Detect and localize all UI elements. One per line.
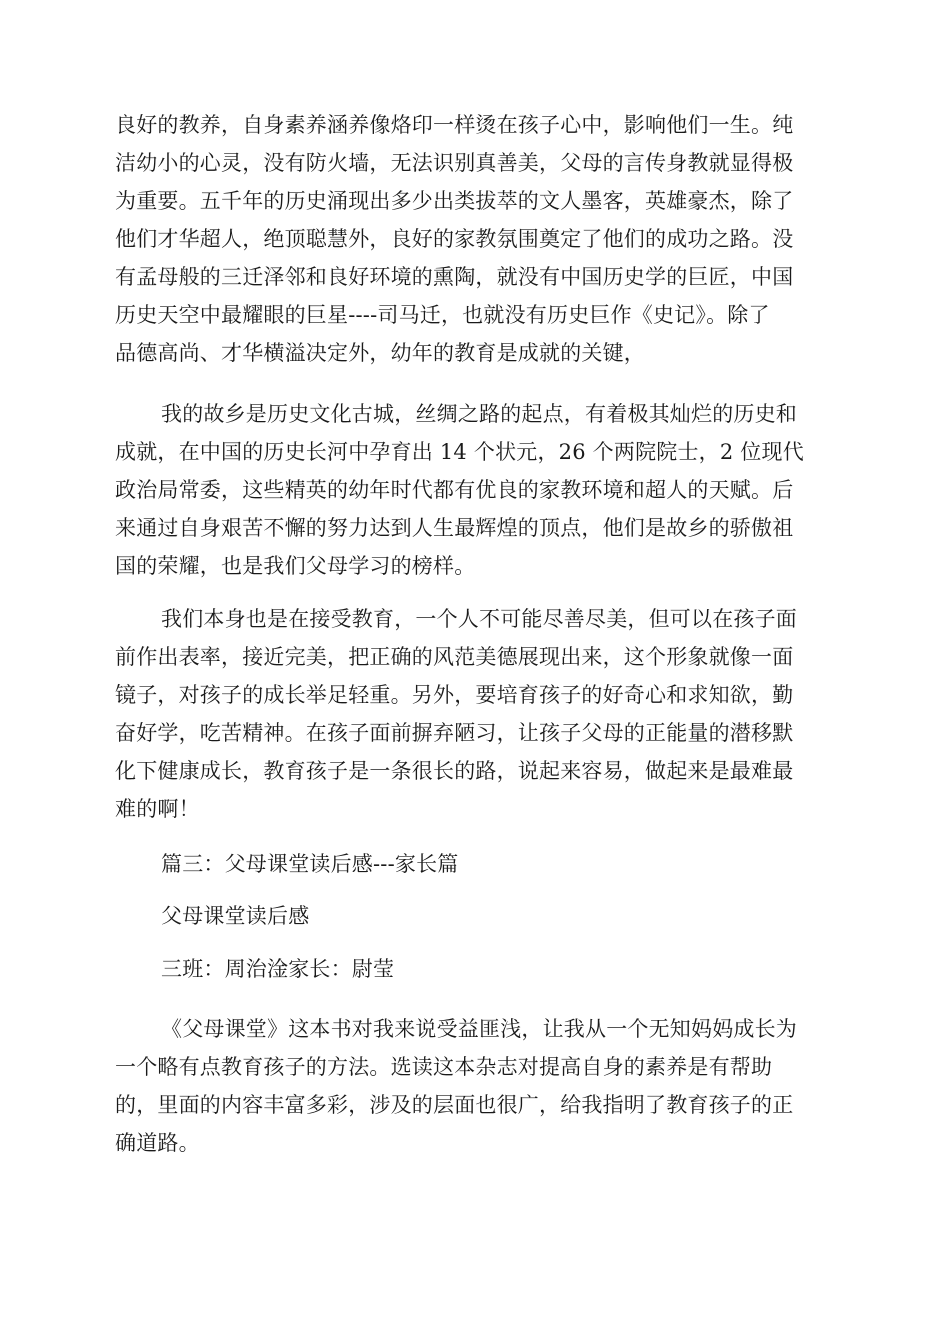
text-line: 来通过自身艰苦不懈的努力达到人生最辉煌的顶点，他们是故乡的骄傲祖 <box>115 516 794 540</box>
text-line: 镜子，对孩子的成长举足轻重。另外，要培育孩子的好奇心和求知欲，勤 <box>115 683 794 707</box>
text-line: 历史天空中最耀眼的巨星----司马迁，也就没有历史巨作《史记》。除了 <box>115 303 770 327</box>
paragraph-education-history <box>115 106 840 372</box>
text-line: 我的故乡是历史文化古城，丝绸之路的起点，有着极其灿烂的历史和 <box>161 402 797 426</box>
text-line: 国的荣耀，也是我们父母学习的榜样。 <box>115 554 476 578</box>
text-line: 奋好学，吃苦精神。在孩子面前摒弃陋习，让孩子父母的正能量的潜移默 <box>115 721 794 745</box>
text-line: 前作出表率，接近完美，把正确的风范美德展现出来，这个形象就像一面 <box>115 645 794 669</box>
text-line: 品德高尚、才华横溢决定外，幼年的教育是成就的关键， <box>115 341 645 365</box>
paragraph-book-review <box>115 1010 840 1162</box>
text-line: 我们本身也是在接受教育，一个人不可能尽善尽美，但可以在孩子面 <box>161 607 797 631</box>
text-line: 确道路。 <box>115 1131 200 1155</box>
text-line: 他们才华超人，绝顶聪慧外，良好的家教氛围奠定了他们的成功之路。没 <box>115 227 794 251</box>
text-line: 化下健康成长，教育孩子是一条很长的路，说起来容易，做起来是最难最 <box>115 759 794 783</box>
text-line: 难的啊！ <box>115 797 200 821</box>
section-heading <box>115 845 840 883</box>
text-line: 《父母课堂》这本书对我来说受益匪浅，让我从一个无知妈妈成长为 <box>161 1017 797 1041</box>
text-line: 父母课堂读后感 <box>161 904 310 928</box>
text-line: 一个略有点教育孩子的方法。选读这本杂志对提高自身的素养是有帮助 <box>115 1055 773 1079</box>
text-line: 篇三：父母课堂读后感---家长篇 <box>161 852 459 876</box>
text-line: 洁幼小的心灵，没有防火墙，无法识别真善美，父母的言传身教就显得极 <box>115 151 794 175</box>
text-line: 有孟母般的三迁泽邻和良好环境的熏陶，就没有中国历史学的巨匠，中国 <box>115 265 794 289</box>
paragraph-hometown <box>115 395 840 585</box>
text-line: 三班：周治淦家长：尉莹 <box>161 957 395 981</box>
author-line <box>115 950 840 988</box>
paragraph-self-education <box>115 600 840 828</box>
text-line: 政治局常委，这些精英的幼年时代都有优良的家教环境和超人的天赋。后 <box>115 478 794 502</box>
text-line: 的，里面的内容丰富多彩，涉及的层面也很广，给我指明了教育孩子的正 <box>115 1093 794 1117</box>
article-title <box>115 897 840 935</box>
text-line: 良好的教养，自身素养涵养像烙印一样烫在孩子心中，影响他们一生。纯 <box>115 113 794 137</box>
text-line: 成就，在中国的历史长河中孕育出 14 个状元，26 个两院院士，2 位现代 <box>115 440 804 464</box>
text-line: 为重要。五千年的历史涌现出多少出类拔萃的文人墨客，英雄豪杰，除了 <box>115 189 794 213</box>
